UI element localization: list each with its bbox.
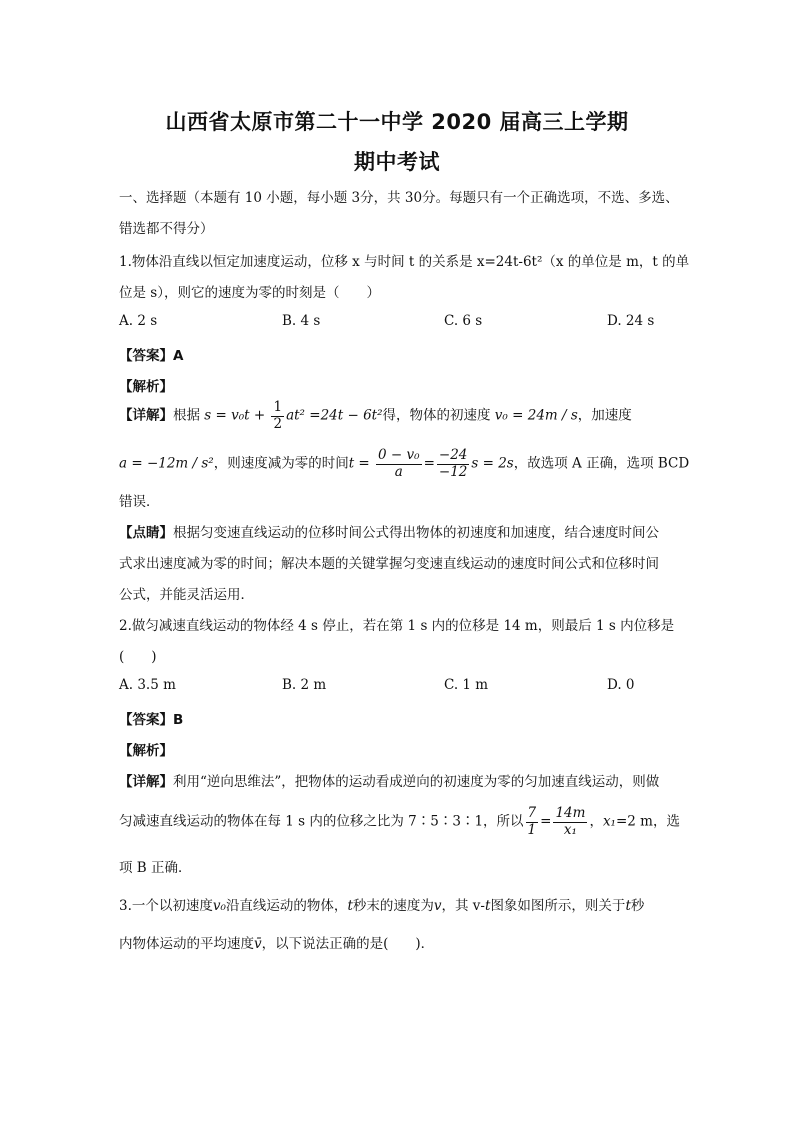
q1-comment-text-1: 根据匀变速直线运动的位移时间公式得出物体的初速度和加速度，结合速度时间公 [173,525,659,541]
frac-denominator: x₁ [563,821,577,838]
q2-option-a: A. 3.5 m [119,677,176,693]
q2-option-d: D. 0 [607,677,635,693]
q2-detail-equals: = [540,813,552,830]
frac-numerator: 14m [555,805,586,821]
q3-text-g: 内物体运动的平均速度 [119,936,254,952]
section-header-line-1: 一、选择题（本题有 10 小题，每小题 3分，共 30分。每题只有一个正确选项，不选、多选、 [119,190,679,206]
q1-detail-half [271,400,284,432]
q1-stem-line-1: 1.物体沿直线以恒定加速度运动，位移 x 与时间 t 的关系是 x=24t-6t²（x 的单位是 m，t 的单 [119,254,690,270]
q1-detail-a: a = −12m / s² [119,455,214,472]
q3-text-e: 图象如图所示，则关于 [490,898,626,914]
q2-detail-line-1 [119,770,679,790]
q1-detail-t: t = [348,455,370,472]
q2-analysis-label: 【解析】 [119,743,173,759]
frac-numerator: 1 [273,399,283,415]
q3-t: t [347,898,353,914]
q2-detail-text-2a: 匀减速直线运动的物体在每 1 s 内的位移之比为 7∶5∶3∶1，所以 [119,813,524,830]
q3-text-h: ，以下说法正确的是( )． [261,936,435,952]
q1-option-d: D. 24 s [607,313,655,329]
q2-option-b: B. 2 m [282,677,327,693]
q1-answer: 【答案】A [119,348,184,364]
q1-detail-v0: v₀ = 24m / s [494,407,578,424]
frac-numerator: 7 [527,805,537,821]
exam-subtitle: 期中考试 [354,150,440,174]
q2-stem-line-1: 2.做匀减速直线运动的物体经 4 s 停止，若在第 1 s 内的位移是 14 m，则最后 1 s 内位移是 [119,618,675,634]
q2-detail-line-3: 项 B 正确． [119,860,192,876]
q1-detail-text-c: ，加速度 [577,407,632,424]
q1-detail-frac-1 [376,448,422,480]
q1-detail-text-a: 根据 [173,407,200,424]
q3-stem-line-2 [119,932,679,952]
q1-detail-text-d: ，则速度减为零的时间 [213,455,349,472]
q1-detail-line-3: 错误． [119,494,160,510]
frac-numerator: −24 [438,447,468,463]
q1-comment-label: 【点睛】 [119,525,173,541]
q1-detail-eq2: at² =24t − 6t² [286,407,383,424]
q1-comment-line-2: 式求出速度减为零的时间；解决本题的关键掌握匀变速直线运动的速度时间公式和位移时间 [119,556,659,572]
q2-detail-text-2c: =2 m，选 [615,813,680,830]
q1-detail-result: s = 2s [471,455,514,472]
q2-stem-line-2: ( ) [119,649,157,665]
q3-stem-line-1 [119,894,679,914]
exam-title: 山西省太原市第二十一中学 2020 届高三上学期 [165,110,629,134]
q1-analysis-label: 【解析】 [119,379,173,395]
q2-detail-label: 【详解】 [119,774,173,790]
q2-detail-frac-2 [553,806,587,838]
q3-text-c: 秒末的速度为 [352,898,434,914]
q1-option-a: A. 2 s [119,313,158,329]
q3-text-f: 秒 [630,898,645,914]
q3-t2: t [485,898,491,914]
q2-option-c: C. 1 m [444,677,489,693]
frac-denominator: a [394,463,403,480]
q2-answer: 【答案】B [119,712,184,728]
q3-text-d: ，其 v- [441,898,485,914]
q1-detail-line-2 [119,447,690,480]
frac-numerator: 0 − v₀ [378,447,420,463]
q2-detail-text-1: 利用“逆向思维法”，把物体的运动看成逆向的初速度为零的匀加速直线运动，则做 [173,774,660,790]
frac-denominator: 1 [527,821,537,838]
q1-comment-line-3: 公式，并能灵活运用． [119,587,254,603]
q3-text-b: 沿直线运动的物体， [225,898,348,914]
q1-stem-line-2: 位是 s），则它的速度为零的时刻是（ ） [119,285,380,301]
q2-detail-x1: x₁ [602,813,616,830]
q1-detail-frac-2 [437,448,470,480]
q1-detail-line-1 [119,400,679,432]
q3-text-a: 3.一个以初速度 [119,898,213,914]
q3-v: v [433,898,442,914]
q2-detail-frac-1 [526,806,539,838]
q3-vbar: v̄ [254,936,262,952]
q1-detail-eq: s = v₀t + [204,407,270,424]
q1-option-b: B. 4 s [282,313,321,329]
frac-denominator: 2 [273,415,283,432]
section-header-line-2: 错选都不得分） [119,221,214,237]
q3-v0: v₀ [212,898,226,914]
q1-detail-text-b: 得，物体的初速度 [382,407,491,424]
q2-detail-line-2 [119,806,679,838]
q3-t3: t [625,898,631,914]
q1-detail-label: 【详解】 [119,407,173,424]
frac-denominator: −12 [438,463,468,480]
q1-option-c: C. 6 s [444,313,483,329]
q1-detail-text-e: ，故选项 A 正确，选项 BCD [513,455,690,472]
q1-detail-equals: = [423,455,435,472]
q2-detail-text-2b: ， [589,813,603,830]
q1-comment-line-1 [119,521,679,541]
